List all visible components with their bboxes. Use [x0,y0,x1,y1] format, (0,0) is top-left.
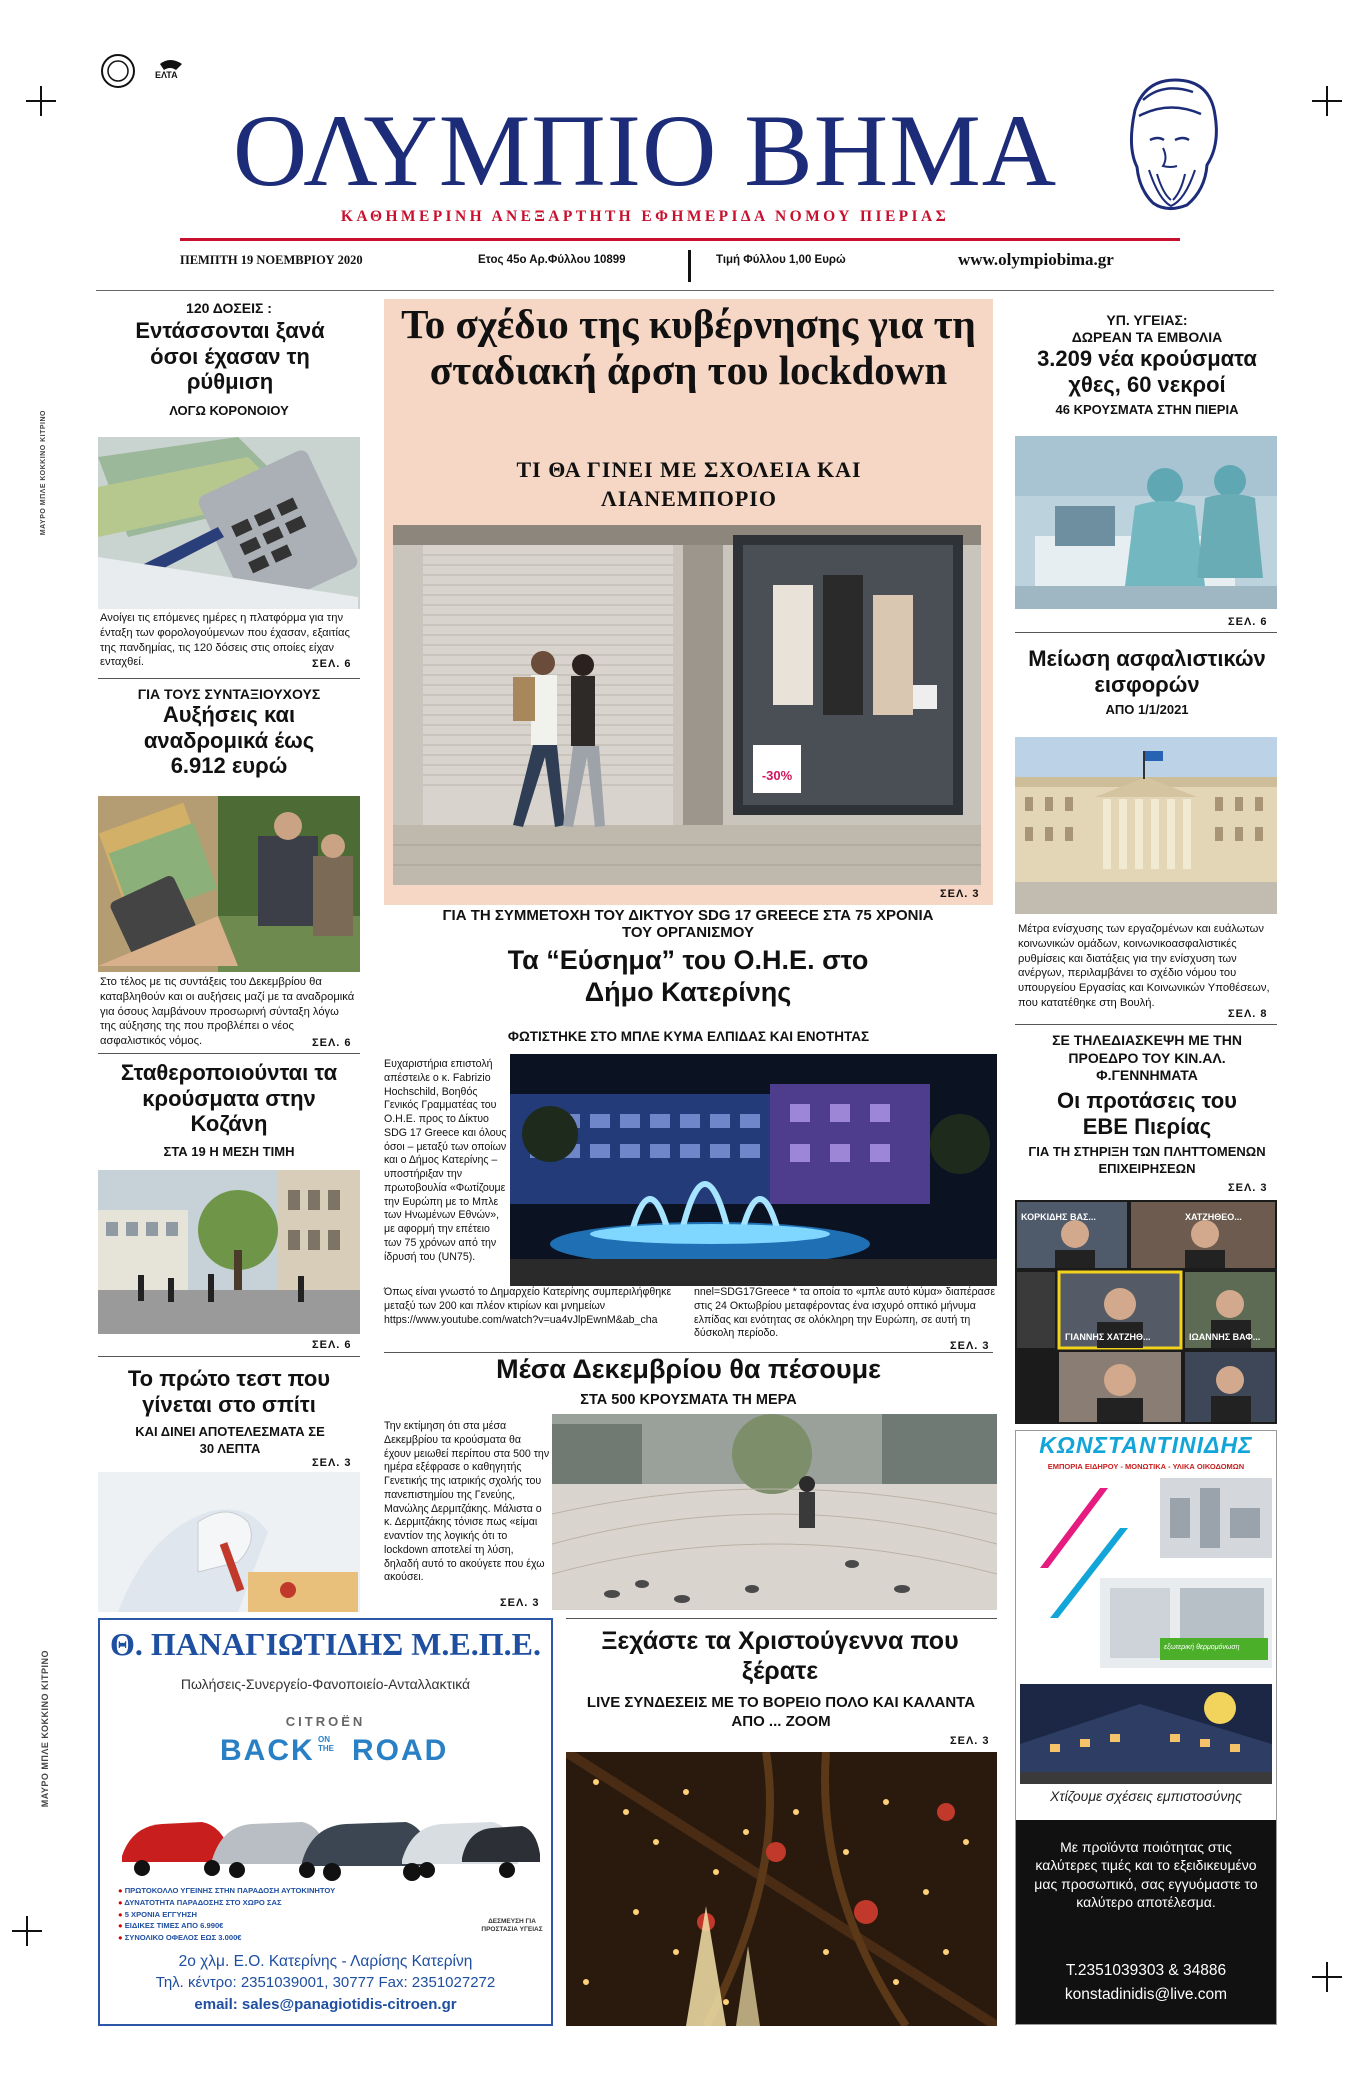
ad-konst-slogan: Χτίζουμε σχέσεις εμπιστοσύνης [1050,1788,1242,1804]
ad-konst-phone: Τ.2351039303 & 34886 [1065,1962,1227,1979]
r2-page-ref[interactable]: ΣΕΛ. 8 [1228,1008,1268,1020]
slogan-road: ROAD [352,1734,449,1767]
xmas-photo-lights [566,1752,997,2026]
un-body-right: nnel=SDG17Greece * τα οποία το «μπλε αυτό κύμα» διαπέρασε στις 24 Οκτωβρίου μεταφέροντας ένα ισχυρό οπτικό μήνυμα ελπίδας και ενότητας σε ολόκληρη την Ευρώπη, σε αυτή τη δύσκολη περίοδο. [694,1286,996,1340]
a2-page-ref[interactable]: ΣΕΛ. 6 [312,1037,352,1049]
a1-subhead: ΛΟΓΩ ΚΟΡΟΝΟΙΟΥ [169,403,289,418]
r1-subhead: 46 ΚΡΟΥΣΜΑΤΑ ΣΤΗΝ ΠΙΕΡΙΑ [1055,402,1239,417]
ad-slogan [220,1730,450,1770]
bullet-item: ● ΣΥΝΟΛΙΚΟ ΟΦΕΛΟΣ ΕΩΣ 3.000€ [118,1933,242,1943]
center-rule [384,1352,993,1353]
crop-mark [26,86,56,116]
ad-health-badge: ΔΕΣΜΕΥΣΗ ΓΙΑ ΠΡΟΣΤΑΣΙΑ ΥΓΕΙΑΣ [481,1918,543,1933]
zeus-head-icon [1105,70,1235,220]
zeus-head-logo [1105,70,1235,220]
ad-citroen-cars [112,1786,542,1882]
un-subhead: ΦΩΤΙΣΤΗΚΕ ΣΤΟ ΜΠΛΕ ΚΥΜΑ ΕΛΠΙΔΑΣ ΚΑΙ ΕΝΟΤΗΤΑΣ [507,1029,870,1044]
left-rule [98,1053,360,1054]
r3-photo-video-conference [1015,1200,1277,1424]
xmas-page-ref[interactable]: ΣΕΛ. 3 [950,1735,990,1747]
ad-konst-line: ΕΜΠΟΡΙΑ ΕΙΔΗΡΟΥ - ΜΟΝΩΤΙΚΑ - ΥΛΙΚΑ ΟΙΚΟΔΟΜΩΝ [1047,1462,1245,1471]
ad-email[interactable]: email: sales@panagiotidis-citroen.gr [194,1996,457,2013]
masthead-tagline: ΚΑΘΗΜΕΡΙΝΗ ΑΝΕΞΑΡΤΗΤΗ ΕΦΗΜΕΡΙΔΑ ΝΟΜΟΥ ΠΙΕΡΙΑΣ [340,208,950,225]
a3-page-ref[interactable]: ΣΕΛ. 6 [312,1339,352,1351]
issue-price: Τιμή Φύλλου 1,00 Ευρώ [716,254,846,266]
a4-headline[interactable]: Το πρώτο τεστ που γίνεται στο σπίτι [127,1366,331,1417]
ad-panagiotidis-services: Πωλήσεις-Συνεργείο-Φανοποιείο-Ανταλλακτικά [180,1676,471,1692]
color-register-label: ΜΑΥΡΟ ΜΠΛΕ ΚΟΚΚΙΝΟ ΚΙΤΡΙΝΟ [40,410,47,536]
issue-number: Ετος 45ο Αρ.Φύλλου 10899 [478,254,626,266]
r1-kicker: ΥΠ. ΥΓΕΙΑΣ: [1106,312,1188,328]
dec-body: Την εκτίμηση ότι στα μέσα Δεκεμβρίου τα κρούσματα θα έχουν μειωθεί περίπου στα 500 την ημέρα εξέφρασε ο καθηγητής Γενετικής της ιατρικής σχολής του πανεπιστημίου της Γενεύης, Μανώλης Δερμιτζάκης. Μάλιστα ο κ. Δερμιτζάκης τόνισε πως «είμαι εναντίον της λογικής ότι το lockdown αποτελεί τη λύση, δηλαδή αυτό το ακούγετε που έχω ακούσει. [384,1420,550,1584]
crop-mark [12,1916,42,1946]
a3-headline[interactable]: Σταθεροποιούνται τα κρούσματα στην Κοζάνη [120,1060,338,1137]
un-photo-blue-fountain [510,1054,997,1286]
video-label: ΓΙΑΝΝΗΣ ΧΑΤΖΗΘ... [1065,1332,1151,1342]
r1-headline[interactable]: 3.209 νέα κρούσματα χθες, 60 νεκροί [1037,346,1257,397]
r3-kicker: ΣΕ ΤΗΛΕΔΙΑΣΚΕΨΗ ΜΕ ΤΗΝ ΠΡΟΕΔΡΟ ΤΟΥ ΚΙΝ.ΑΛ. Φ.ΓΕΝΝΗΜΑΤΑ [1052,1032,1242,1083]
un-body-left: Ευχαριστήρια επιστολή απέστειλε ο κ. Fabrizio Hochschild, Βοηθός Γενικός Γραμματέας του Ο.Η.Ε. προς το Δίκτυο SDG 17 Greece και όλους όσοι – μεταξύ των οποίων και ο Δήμος Κατερίνης – υποστήριξαν την πρωτοβουλία «Φωτίζουμε την Ευρώπη με το Μπλε των Ηνωμένων Εθνών», με αφορμή την επέτειο των 75 χρόνων από την ίδρυσή του (UN75). [384,1058,507,1263]
r3-page-ref[interactable]: ΣΕΛ. 3 [1228,1182,1268,1194]
ad-citroen-brand: CITROËN [285,1714,366,1729]
ad-konst-email[interactable]: konstadinidis@live.com [1064,1986,1228,2003]
website[interactable]: www.olympiobima.gr [958,250,1114,269]
a1-body: Ανοίγει τις επόμενες ημέρες η πλατφόρμα για την ένταξη των φορολογούμενων που έχασαν, εξαιτίας της πανδημίας, τις 120 δόσεις στις οποίες είχαν ενταχθεί. [100,612,350,669]
ad-phones: Τηλ. κέντρο: 2351039001, 30777 Fax: 2351027272 [155,1974,496,1991]
un-page-ref[interactable]: ΣΕΛ. 3 [950,1340,990,1352]
slogan-on-the: ON THE [318,1735,334,1753]
color-register-label: ΜΑΥΡΟ ΜΠΛΕ ΚΟΚΚΙΝΟ ΚΙΤΡΙΝΟ [40,1650,50,1808]
elta-label: ΕΛΤΑ [155,70,178,80]
lead-page-ref[interactable]: ΣΕΛ. 3 [940,888,980,900]
right-rule [1015,632,1277,633]
slogan-back: BACK [220,1734,315,1767]
xmas-headline[interactable]: Ξεχάστε τα Χριστούγεννα που ξέρατε [601,1627,959,1685]
ad-konst-description: Με προϊόντα ποιότητας στις καλύτερες τιμές και το εξειδικευμένο μας προσωπικό, σας εγγυόμαστε το καλύτερο αποτέλεσμα. [1034,1839,1258,1911]
lead-headline[interactable]: Το σχέδιο της κυβέρνησης για τη σταδιακή άρση του lockdown [401,301,976,393]
ad-bullets [118,1885,418,1944]
a2-headline[interactable]: Αυξήσεις και αναδρομικά έως 6.912 ευρώ [143,702,315,779]
video-label: ΚΟΡΚΙΔΗΣ ΒΑΣ... [1021,1212,1096,1222]
a2-photo-pensioners [98,796,360,972]
r1-page-ref[interactable]: ΣΕΛ. 6 [1228,616,1268,628]
center-rule [566,1618,997,1619]
a3-photo-kozani-square [98,1170,360,1334]
sale-sign: -30% [761,768,793,783]
a2-kicker: ΓΙΑ ΤΟΥΣ ΣΥΝΤΑΞΙΟΥΧΟΥΣ [137,686,321,702]
lead-photo-closed-shop [393,525,981,885]
dec-headline[interactable]: Μέσα Δεκεμβρίου θα πέσουμε [496,1354,881,1384]
ad-konst-name: ΚΩΝΣΤΑΝΤΙΝΙΔΗΣ [1039,1432,1253,1458]
video-label: ΙΩΑΝΝΗΣ ΒΑΦ... [1189,1332,1261,1342]
a1-headline[interactable]: Εντάσσονται ξανά όσοι έχασαν τη ρύθμιση [135,318,325,395]
a1-kicker: 120 ΔΟΣΕΙΣ : [186,300,272,316]
a4-subhead: ΚΑΙ ΔΙΝΕΙ ΑΠΟΤΕΛΕΣΜΑΤΑ ΣΕ 30 ΛΕΠΤΑ [135,1424,325,1456]
bullet-item: ● ΠΡΩΤΟΚΟΛΛΟ ΥΓΕΙΝΗΣ ΣΤΗΝ ΠΑΡΑΔΟΣΗ ΑΥΤΟΚΙΝΗΤΟΥ [118,1886,336,1895]
dec-subhead: ΣΤΑ 500 ΚΡΟΥΣΜΑΤΑ ΤΗ ΜΕΡΑ [580,1392,797,1408]
a1-page-ref[interactable]: ΣΕΛ. 6 [312,658,352,670]
bullet-item: ● ΕΙΔΙΚΕΣ ΤΙΜΕΣ ΑΠΟ 6.990€ [118,1921,224,1931]
bullet-item: ● ΔΥΝΑΤΟΤΗΤΑ ΠΑΡΑΔΟΣΗΣ ΣΤΟ ΧΩΡΟ ΣΑΣ [118,1897,282,1907]
left-rule [98,678,360,679]
left-rule [98,1356,360,1357]
a3-subhead: ΣΤΑ 19 Η ΜΕΣΗ ΤΙΜΗ [163,1144,295,1159]
ad-konst-photos [1020,1478,1272,1706]
ad-konst-green-label: εξωτερική θερμομόνωση [1164,1644,1240,1651]
video-label: ΧΑΤΖΗΘΕΟ... [1185,1212,1242,1222]
a4-page-ref[interactable]: ΣΕΛ. 3 [312,1457,352,1469]
elta-logo [100,52,200,90]
a2-body: Στο τέλος με τις συντάξεις του Δεκεμβρίου θα καταβληθούν και οι αυξήσεις μαζί με τα αναδρομικά για όσους λαμβάνουν προσωρινή σύνταξη λόγω της αύξησης της που προβλέπει ο νέος ασφαλιστικός νόμος. [100,976,355,1048]
crop-mark [1312,86,1342,116]
lead-subhead: ΤΙ ΘΑ ΓΙΝΕΙ ΜΕ ΣΧΟΛΕΙΑ ΚΑΙ ΛΙΑΝΕΜΠΟΡΙΟ [516,457,862,511]
r3-headline[interactable]: Οι προτάσεις του ΕΒΕ Πιερίας [1057,1088,1237,1139]
xmas-subhead: LIVE ΣΥΝΔΕΣΕΙΣ ΜΕ ΤΟ ΒΟΡΕΙΟ ΠΟΛΟ ΚΑΙ ΚΑΛΑΝΤΑ ΑΠΟ ... ZOOM [586,1694,976,1730]
dec-photo-empty-square [552,1414,997,1610]
dec-page-ref[interactable]: ΣΕΛ. 3 [500,1597,540,1609]
right-rule [1015,1024,1277,1025]
r2-subhead: ΑΠΟ 1/1/2021 [1105,702,1189,717]
ad-panagiotidis-name: Θ. ΠΑΝΑΓΙΩΤΙΔΗΣ Μ.Ε.Π.Ε. [110,1626,541,1662]
crop-mark [1312,1962,1342,1992]
r2-body: Μέτρα ενίσχυσης των εργαζομένων και ευάλωτων κοινωνικών ομάδων, κοινωνικοασφαλιστικές ρυθμίσεις και διατάξεις για την ενίσχυση των ανέργων, περιλαμβάνει το σχέδιο νόμου του υπουργείου Εργασίας και Κοινωνικών Υποθέσεων, που κατατέθηκε στη Βουλή. [1018,923,1270,1009]
un-body-wide: Όπως είναι γνωστό το Δημαρχείο Κατερίνης συμπεριλήφθηκε μεταξύ των 200 και πλέον κτιρίων και μνημείων https://www.youtube.com/watch?v=ua4vJlpEwnM&ab_cha [384,1286,672,1326]
r3-subhead: ΓΙΑ ΤΗ ΣΤΗΡΙΞΗ ΤΩΝ ΠΛΗΤΤΟΜΕΝΩΝ ΕΠΙΧΕΙΡΗΣΕΩΝ [1028,1144,1266,1176]
un-kicker: ΓΙΑ ΤΗ ΣΥΜΜΕΤΟΧΗ ΤΟΥ ΔΙΚΤΥΟΥ SDG 17 GREECE ΣΤΑ 75 ΧΡΟΝΙΑ ΤΟΥ ΟΡΓΑΝΙΣΜΟΥ [442,907,934,941]
a4-photo-home-test [98,1472,360,1612]
ad-address: 2ο χλμ. Ε.Ο. Κατερίνης - Λαρίσης Κατερίνη [178,1953,473,1970]
r1-photo-icu [1015,436,1277,609]
issue-date: ΠΕΜΠΤΗ 19 ΝΟΕΜΒΡΙΟΥ 2020 [180,253,363,267]
a1-photo-money-calculator [98,437,360,609]
header-bottom-rule [96,290,1274,291]
bullet-item: ● 5 ΧΡΟΝΙΑ ΕΓΓΥΗΣΗ [118,1909,198,1919]
ad-konst-warehouse-photo [1020,1684,1272,1784]
issue-divider [688,250,691,282]
elta-seal-icon [100,52,200,90]
r2-headline[interactable]: Μείωση ασφαλιστικών εισφορών [1028,646,1266,697]
un-headline[interactable]: Τα “Εύσημα” του Ο.Η.Ε. στο Δήμο Κατερίνης [507,945,869,1008]
r2-photo-parliament [1015,737,1277,914]
masthead-rule [180,238,1180,241]
r1-kicker-2: ΔΩΡΕΑΝ ΤΑ ΕΜΒΟΛΙΑ [1071,329,1223,345]
masthead-title: ΟΛΥΜΠΙΟ ΒΗΜΑ [232,94,1058,208]
